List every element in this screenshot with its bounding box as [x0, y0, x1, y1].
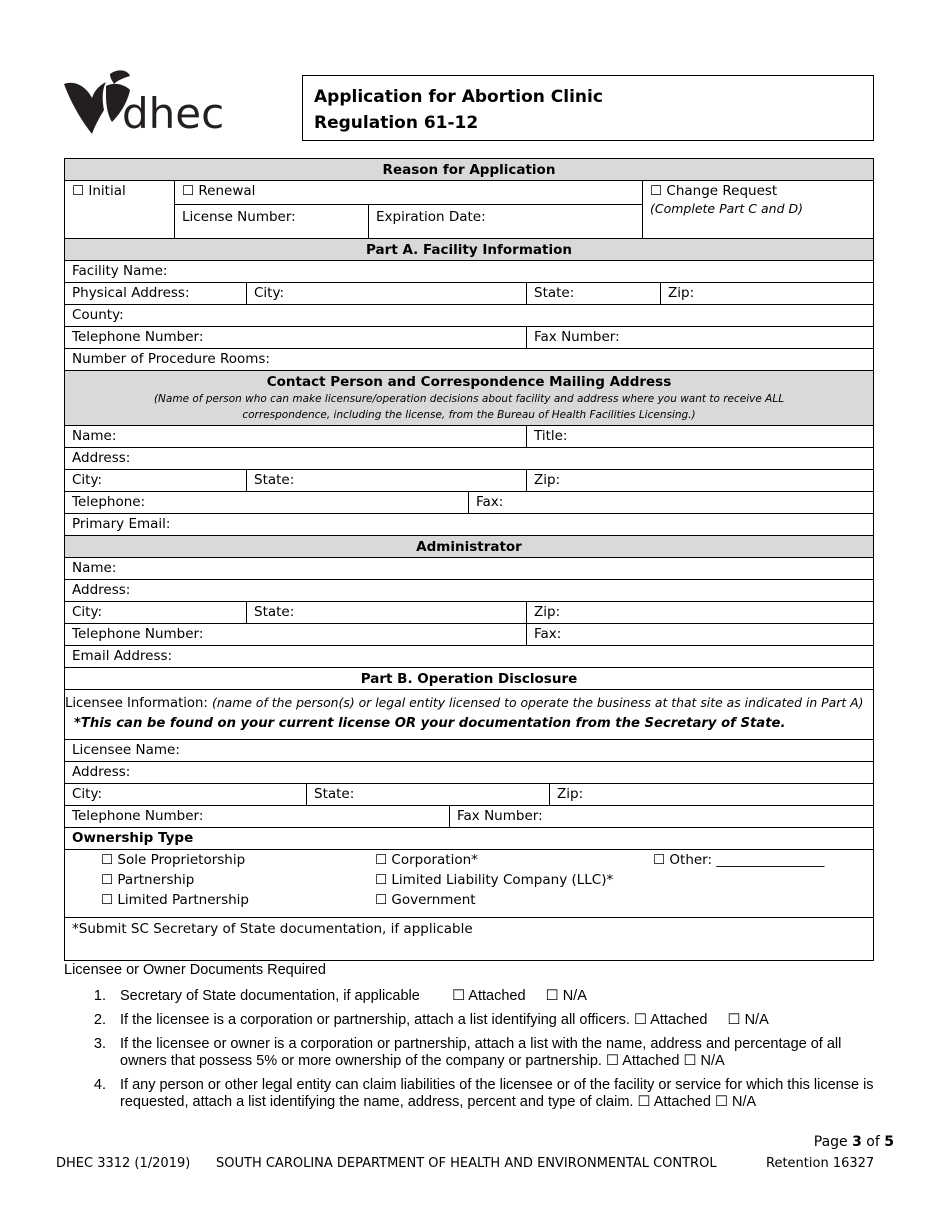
- licensee-name-field[interactable]: Licensee Name:: [72, 742, 180, 758]
- part-a-heading-row: [65, 239, 873, 261]
- partnership-checkbox[interactable]: ☐ Partnership: [101, 872, 195, 888]
- submit-note-row: [65, 918, 873, 960]
- llc-checkbox[interactable]: ☐ Limited Liability Company (LLC)*: [375, 872, 614, 888]
- sole-proprietorship-checkbox[interactable]: ☐ Sole Proprietorship: [101, 852, 246, 868]
- admin-city-row: [65, 602, 873, 624]
- page-current: 3: [852, 1134, 862, 1150]
- form-id: DHEC 3312 (1/2019): [56, 1156, 191, 1171]
- procedure-rooms-row: [65, 349, 873, 371]
- svg-text:dhec: dhec: [122, 89, 225, 136]
- admin-email-row: [65, 646, 873, 668]
- procedure-rooms-field[interactable]: Number of Procedure Rooms:: [72, 351, 270, 367]
- licensee-address-field[interactable]: Address:: [72, 764, 131, 780]
- form-title: Application for Abortion Clinic: [314, 87, 603, 107]
- part-a-heading: Part A. Facility Information: [366, 241, 572, 258]
- facility-city-field[interactable]: City:: [246, 283, 526, 304]
- facility-telephone-field[interactable]: Telephone Number:: [72, 329, 204, 345]
- contact-name-field[interactable]: Name:: [72, 428, 117, 444]
- document-item: [64, 1036, 894, 1070]
- renewal-checkbox[interactable]: ☐ Renewal: [175, 181, 642, 205]
- contact-name-row: [65, 426, 873, 448]
- contact-fax-field[interactable]: Fax:: [468, 492, 873, 513]
- other-ownership-checkbox[interactable]: ☐ Other: ________________: [653, 852, 825, 868]
- contact-city-field[interactable]: City:: [72, 472, 103, 488]
- renewal-block: [175, 181, 643, 238]
- facility-fax-field[interactable]: Fax Number:: [526, 327, 873, 348]
- county-field[interactable]: County:: [72, 307, 124, 323]
- page-total: 5: [884, 1134, 894, 1150]
- admin-address-field[interactable]: Address:: [72, 582, 131, 598]
- document-item-text[interactable]: Secretary of State documentation, if applicable ☐ Attached ☐ N/A: [120, 988, 587, 1004]
- department-name: SOUTH CAROLINA DEPARTMENT OF HEALTH AND ENVIRONMENTAL CONTROL: [216, 1156, 717, 1171]
- submit-note: *Submit SC Secretary of State documentation, if applicable: [72, 921, 473, 937]
- document-item-text[interactable]: If any person or other legal entity can claim liabilities of the licensee or of the facility or service for which this license is requested, attach a list identifying the name, address, percent and type of claim. ☐ Attached ☐ N/A: [120, 1077, 874, 1110]
- dhec-logo: [62, 66, 237, 136]
- documents-heading: Licensee or Owner Documents Required: [64, 962, 326, 978]
- physical-address-field[interactable]: Physical Address:: [72, 285, 190, 301]
- contact-note-line1: (Name of person who can make licensure/operation decisions about facility and address where you want to receive ALL: [153, 393, 785, 405]
- reason-options: [65, 181, 873, 239]
- document-item: [64, 1077, 894, 1111]
- document-item-number: 4.: [93, 1077, 106, 1093]
- admin-state-field[interactable]: State:: [246, 602, 526, 623]
- admin-phone-row: [65, 624, 873, 646]
- document-item-text[interactable]: If the licensee or owner is a corporation or partnership, attach a list with the name, address and percentage of all owners that possess 5% or more ownership of the company or partnership. ☐ Attached ☐ N/A: [120, 1036, 842, 1069]
- change-request-note: (Complete Part C and D): [650, 201, 803, 216]
- facility-address-row: [65, 283, 873, 305]
- documents-list: [64, 988, 894, 1111]
- document-item-number: 2.: [93, 1012, 106, 1028]
- change-request-checkbox[interactable]: ☐ Change Request: [650, 183, 778, 199]
- contact-state-field[interactable]: State:: [246, 470, 526, 491]
- document-item-number: 3.: [93, 1036, 106, 1052]
- reason-heading: Reason for Application: [382, 161, 556, 178]
- document-item: [64, 988, 894, 1005]
- initial-checkbox[interactable]: ☐ Initial: [65, 181, 175, 238]
- document-item-text[interactable]: If the licensee is a corporation or partnership, attach a list identifying all officers. ☐ Attached ☐ N/A: [120, 1012, 769, 1028]
- document-item-number: 1.: [93, 988, 106, 1004]
- licensee-address-row: [65, 762, 873, 784]
- contact-heading-block: [65, 371, 873, 426]
- limited-partnership-checkbox[interactable]: ☐ Limited Partnership: [101, 892, 249, 908]
- license-number-field[interactable]: License Number:: [175, 205, 369, 238]
- form-regulation: Regulation 61-12: [314, 113, 479, 133]
- county-row: [65, 305, 873, 327]
- facility-name-field[interactable]: Facility Name:: [72, 263, 168, 279]
- licensee-city-field[interactable]: City:: [72, 786, 103, 802]
- ownership-options: [65, 850, 873, 918]
- licensee-zip-field[interactable]: Zip:: [549, 784, 873, 805]
- licensee-info-note: (name of the person(s) or legal entity licensed to operate the business at that site as indicated in Part A): [212, 695, 864, 710]
- dhec-logo-graphic: [62, 66, 237, 136]
- contact-phone-row: [65, 492, 873, 514]
- ownership-heading: Ownership Type: [72, 830, 194, 846]
- change-request-block: [643, 181, 873, 238]
- page-of: of: [861, 1134, 885, 1150]
- contact-heading: Contact Person and Correspondence Mailing Address: [266, 374, 672, 390]
- licensee-info-label: Licensee Information:: [65, 696, 212, 711]
- part-b-heading: Part B. Operation Disclosure: [360, 670, 578, 687]
- form-title-box: [302, 75, 874, 141]
- renewal-details: [175, 205, 642, 238]
- contact-zip-field[interactable]: Zip:: [526, 470, 873, 491]
- facility-name-row: [65, 261, 873, 283]
- admin-zip-field[interactable]: Zip:: [526, 602, 873, 623]
- facility-phone-row: [65, 327, 873, 349]
- licensee-info-bold: *This can be found on your current license OR your documentation from the Secretary of State.: [74, 716, 786, 731]
- contact-address-field[interactable]: Address:: [72, 450, 131, 466]
- licensee-city-row: [65, 784, 873, 806]
- admin-name-row: [65, 558, 873, 580]
- admin-city-field[interactable]: City:: [72, 604, 103, 620]
- licensee-state-field[interactable]: State:: [306, 784, 549, 805]
- ownership-heading-row: [65, 828, 873, 850]
- retention-number: Retention 16327: [766, 1156, 875, 1171]
- reason-heading-row: [65, 159, 873, 181]
- admin-fax-field[interactable]: Fax:: [526, 624, 873, 645]
- page-prefix: Page: [813, 1134, 853, 1150]
- administrator-heading-row: [65, 536, 873, 558]
- admin-telephone-field[interactable]: Telephone Number:: [72, 626, 204, 642]
- document-item: [64, 1012, 894, 1029]
- licensee-name-row: [65, 740, 873, 762]
- administrator-heading: Administrator: [416, 538, 522, 555]
- application-form: [64, 158, 874, 961]
- licensee-info-block: [65, 690, 873, 740]
- facility-zip-field[interactable]: Zip:: [660, 283, 873, 304]
- admin-name-field[interactable]: Name:: [72, 560, 117, 576]
- contact-email-field[interactable]: Primary Email:: [72, 516, 171, 532]
- admin-email-field[interactable]: Email Address:: [72, 648, 173, 664]
- government-checkbox[interactable]: ☐ Government: [375, 892, 476, 908]
- part-b-heading-row: [65, 668, 873, 690]
- contact-address-row: [65, 448, 873, 470]
- expiration-date-field[interactable]: Expiration Date:: [376, 209, 486, 225]
- page-number: [814, 1134, 894, 1150]
- contact-note-line2: correspondence, including the license, from the Bureau of Health Facilities Licensing.): [242, 409, 696, 421]
- licensee-telephone-field[interactable]: Telephone Number:: [72, 808, 204, 824]
- licensee-fax-field[interactable]: Fax Number:: [449, 806, 873, 827]
- contact-telephone-field[interactable]: Telephone:: [72, 494, 146, 510]
- corporation-checkbox[interactable]: ☐ Corporation*: [375, 852, 478, 868]
- contact-city-row: [65, 470, 873, 492]
- contact-title-field[interactable]: Title:: [526, 426, 873, 447]
- facility-state-field[interactable]: State:: [526, 283, 660, 304]
- licensee-phone-row: [65, 806, 873, 828]
- documents-required: [64, 962, 894, 1118]
- admin-address-row: [65, 580, 873, 602]
- contact-email-row: [65, 514, 873, 536]
